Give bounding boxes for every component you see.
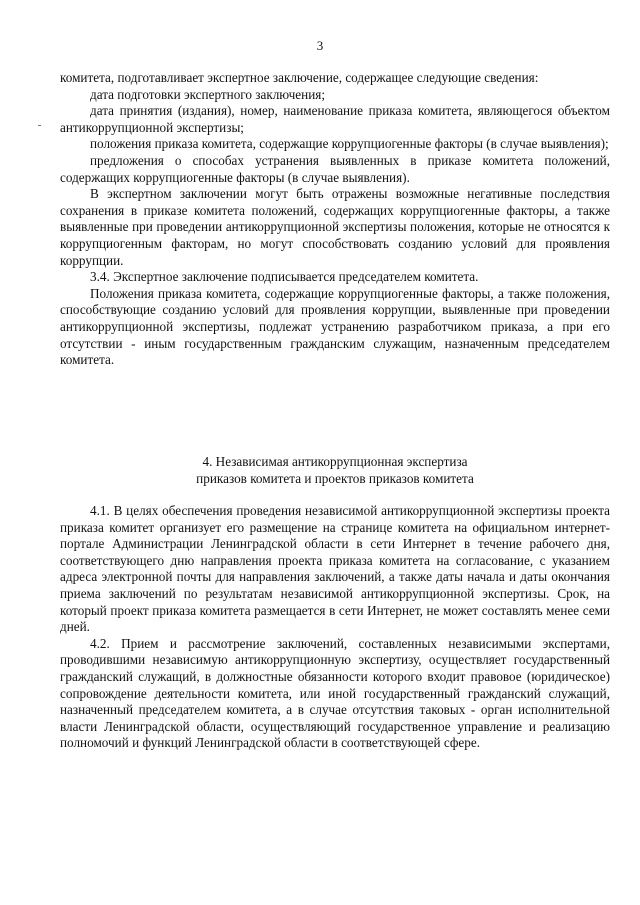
paragraph-intro: комитета, подготавливает экспертное заключение, содержащее следующие сведения: (60, 70, 539, 85)
section-4-title-line2: приказов комитета и проектов приказов комитета (196, 470, 474, 486)
paragraph-consequences: В экспертном заключении могут быть отражены возможные негативные последствия сохранения в приказе комитета положений, содержащих коррупциогенные факторы, а также выявленные при проведении антикоррупционной экспертизы положения, которые не относятся к коррупциогенным факторам, но могут способствовать созданию условий для проявления коррупции. (60, 186, 610, 268)
paragraph-elimination: Положения приказа комитета, содержащие коррупциогенные факторы, а также положения, способствующие созданию условий для проявления коррупции, выявленные при проведении антикоррупционной экспертизы, подлежат устранению разработчиком приказа, а при его отсутствии - иным государственным гражданским служащим, назначенным председателем комитета. (60, 285, 610, 368)
section-4-body (60, 503, 610, 752)
scan-mark (38, 125, 41, 126)
paragraph-4-2: 4.2. Прием и рассмотрение заключений, составленных независимыми экспертами, проводившими независимую антикоррупционную экспертизу, осуществляет государственный гражданский служащий, в должностные обязанности которого входит правовое (юридическое) сопровождение деятельности комитета, или иной государственный гражданский служащий, назначенный председателем комитета, а в случае отсутствия таковых - орган исполнительной власти Ленинградской области, осуществляющий государственное управление и реализацию полномочий и функций Ленинградской области в соответствующей сфере. (60, 635, 610, 751)
list-item-proposals: предложения о способах устранения выявленных в приказе комитета положений, содержащих коррупциогенные факторы (в случае выявления). (60, 152, 610, 185)
list-item-order-details: дата принятия (издания), номер, наименование приказа комитета, являющегося объектом антикоррупционной экспертизы; (60, 103, 610, 135)
list-item-date: дата подготовки экспертного заключения; (90, 86, 325, 102)
paragraph-3-4: 3.4. Экспертное заключение подписывается председателем комитета. (90, 269, 479, 285)
section-3-continuation (60, 70, 610, 369)
paragraph-4-1: 4.1. В целях обеспечения проведения независимой антикоррупционной экспертизы проекта приказа комитет организует его размещение на странице комитета на официальном интернет-портале Администрации Ленинградской области в сети Интернет в течение рабочего дня, соответствующего дню направления проекта приказа комитета на согласование, с указанием адреса электронной почты для направления заключений, а также даты начала и даты окончания приема заключений по результатам независимой антикоррупционной экспертизы. Срок, на который проект приказа комитета размещается в сети Интернет, не может составлять менее семи дней. (60, 503, 610, 635)
list-item-provisions: положения приказа комитета, содержащие коррупциогенные факторы (в случае выявления); (90, 136, 609, 152)
section-4-title-line1: 4. Независимая антикоррупционная экспертиза (202, 454, 468, 469)
section-4-heading (60, 454, 610, 487)
page-number: 3 (316, 38, 324, 53)
